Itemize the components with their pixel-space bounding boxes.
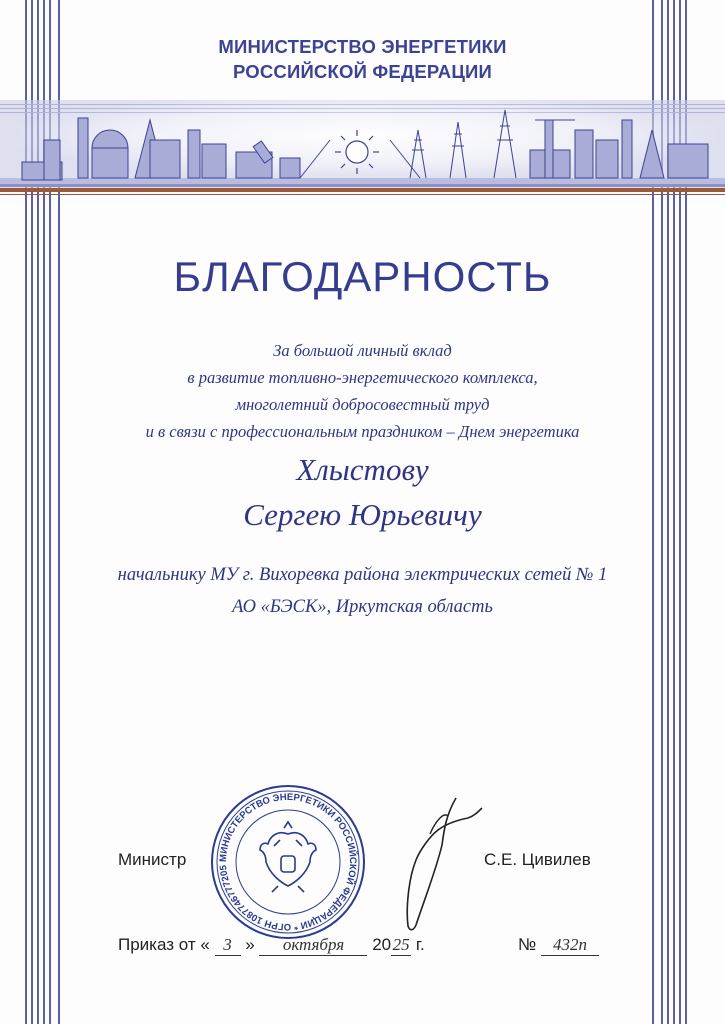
recipient-position xyxy=(0,559,725,623)
order-year-end: г. xyxy=(415,935,425,954)
reason-line: За большой личный вклад xyxy=(273,341,452,360)
industrial-skyline-illustration xyxy=(0,100,725,220)
position-line: АО «БЭСК», Иркутская область xyxy=(232,597,493,617)
reason-line: многолетний добросовестный труд xyxy=(235,395,490,414)
ministry-title xyxy=(0,34,725,84)
order-day: 3 xyxy=(215,935,241,956)
handwritten-signature xyxy=(386,790,486,940)
reason-text xyxy=(0,337,725,445)
order-number: 432п xyxy=(541,935,599,956)
order-number-block xyxy=(518,935,599,956)
order-line xyxy=(118,935,425,956)
brown-divider-band xyxy=(0,194,725,195)
signatory-role: Министр xyxy=(118,850,187,869)
order-year-prefix: 20 xyxy=(372,935,392,954)
order-number-label: № xyxy=(518,935,537,954)
position-line: начальнику МУ г. Вихоревка района электрических сетей № 1 xyxy=(117,565,608,585)
ministry-title-line2: РОССИЙСКОЙ ФЕДЕРАЦИИ xyxy=(232,61,493,82)
recipient-surname: Хлыстову xyxy=(296,452,429,487)
reason-line: в развитие топливно-энергетического комплекса, xyxy=(187,368,538,387)
recipient-given-names: Сергею Юрьевичу xyxy=(243,497,482,532)
signatory-name: С.Е. Цивилев xyxy=(484,850,591,869)
order-month: октября xyxy=(259,935,367,956)
double-headed-eagle-icon xyxy=(260,822,316,892)
reason-line: и в связи с профессиональным праздником – Днем энергетика xyxy=(145,422,580,441)
seal-text: МИНИСТЕРСТВО ЭНЕРГЕТИКИ РОССИЙСКОЙ ФЕДЕРАЦИИ * ОГРН 1087746777205 xyxy=(217,791,359,933)
order-year-suffix: 25 xyxy=(392,935,410,954)
official-seal xyxy=(208,782,368,942)
brown-divider-band xyxy=(0,188,725,192)
order-day-close: » xyxy=(245,935,255,954)
ministry-title-line1: МИНИСТЕРСТВО ЭНЕРГЕТИКИ xyxy=(218,36,507,57)
certificate-title: БЛАГОДАРНОСТЬ xyxy=(173,253,552,300)
order-prefix: Приказ от « xyxy=(118,935,210,954)
